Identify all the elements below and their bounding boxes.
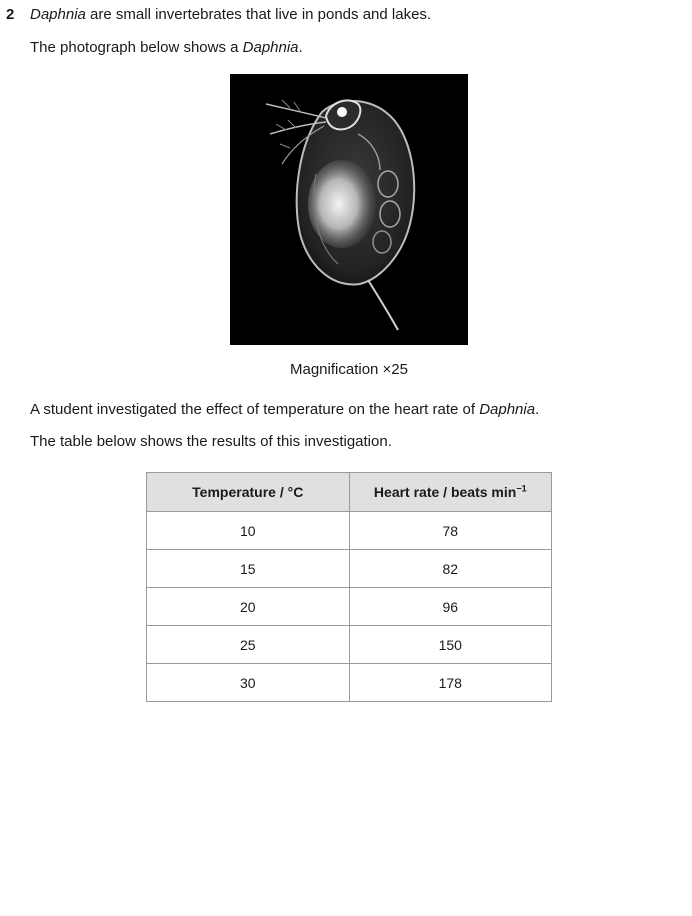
temperature-cell: 30 — [147, 664, 350, 702]
investigation-end: . — [535, 401, 540, 418]
heart-rate-header — [349, 473, 552, 512]
temperature-cell: 10 — [147, 512, 350, 550]
investigation-text: A student investigated the effect of temperature on the heart rate of — [30, 401, 480, 418]
temperature-cell: 15 — [147, 550, 350, 588]
photo-intro-text: The photograph below shows a — [30, 39, 243, 56]
intro-sentence — [30, 6, 431, 24]
heart-rate-cell: 82 — [349, 550, 552, 588]
investigation-sentence — [30, 401, 539, 419]
results-table — [146, 472, 552, 702]
temperature-cell: 25 — [147, 626, 350, 664]
heart-rate-header-text: Heart rate / beats min — [373, 484, 517, 500]
photo-intro-end: . — [298, 39, 303, 56]
intro-species: Daphnia — [30, 6, 86, 23]
daphnia-photo — [230, 74, 468, 345]
table-row — [147, 664, 552, 702]
question-number: 2 — [6, 6, 15, 23]
photo-intro-sentence — [30, 39, 303, 57]
temperature-header: Temperature / °C — [147, 473, 350, 512]
heart-rate-cell: 78 — [349, 512, 552, 550]
heart-rate-cell: 178 — [349, 664, 552, 702]
table-row — [147, 626, 552, 664]
heart-rate-header-exponent: −1 — [516, 483, 527, 494]
table-row — [147, 588, 552, 626]
temperature-cell: 20 — [147, 588, 350, 626]
table-row — [147, 512, 552, 550]
heart-rate-cell: 150 — [349, 626, 552, 664]
table-header-row — [147, 473, 552, 512]
daphnia-illustration — [230, 74, 468, 345]
heart-rate-cell: 96 — [349, 588, 552, 626]
photo-intro-species: Daphnia — [242, 39, 299, 56]
table-row — [147, 550, 552, 588]
intro-rest: are small invertebrates that live in ponds and lakes. — [85, 6, 432, 23]
photo-caption: Magnification ×25 — [290, 361, 408, 378]
investigation-species: Daphnia — [479, 401, 536, 418]
table-intro: The table below shows the results of this investigation. — [30, 433, 392, 450]
